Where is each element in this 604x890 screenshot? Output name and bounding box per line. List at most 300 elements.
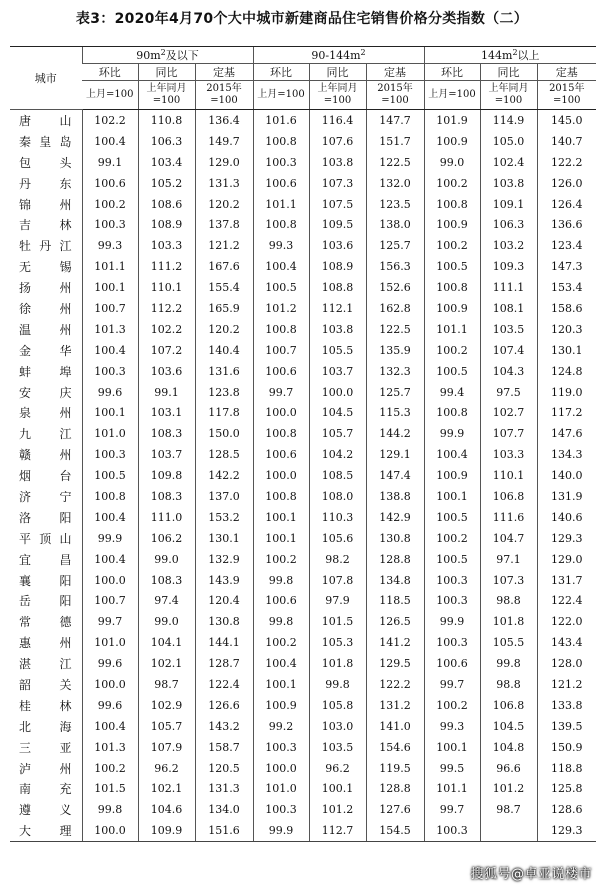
index-cell: 98.8 [480,590,537,611]
index-cell: 99.8 [480,653,537,674]
index-cell: 99.7 [424,674,480,695]
table-row [10,194,596,215]
index-cell: 100.2 [424,173,480,194]
index-cell: 101.2 [480,779,537,800]
index-cell: 100.1 [253,507,309,528]
index-cell: 128.6 [537,799,596,820]
index-cell: 129.0 [537,549,596,570]
index-cell: 99.8 [253,570,309,591]
index-cell: 108.3 [138,423,195,444]
index-cell: 102.7 [480,402,537,423]
index-cell: 98.7 [480,799,537,820]
index-cell: 108.5 [309,465,366,486]
yoy-header: 同比 [138,64,195,81]
table-row [10,110,596,131]
index-cell: 105.7 [138,716,195,737]
index-cell: 107.5 [309,194,366,215]
index-cell: 122.0 [537,611,596,632]
index-cell: 107.3 [480,570,537,591]
table-row [10,382,596,403]
index-cell: 99.6 [82,695,138,716]
table-row [10,214,596,235]
index-cell: 110.1 [138,277,195,298]
index-cell: 101.9 [424,110,480,131]
index-cell: 122.5 [366,152,424,173]
table-row [10,340,596,361]
index-cell: 103.8 [309,152,366,173]
index-cell: 100.4 [253,653,309,674]
index-cell: 151.6 [195,820,253,841]
index-cell: 100.6 [253,173,309,194]
index-cell: 158.6 [537,298,596,319]
index-cell: 99.9 [253,820,309,841]
index-cell: 127.6 [366,799,424,820]
index-cell: 102.1 [138,779,195,800]
index-cell: 145.0 [537,110,596,131]
index-cell: 100.1 [309,779,366,800]
index-cell: 100.1 [253,528,309,549]
index-cell: 100.3 [424,570,480,591]
index-cell: 111.2 [138,256,195,277]
index-cell: 100.3 [253,737,309,758]
index-cell: 100.5 [253,277,309,298]
city-cell: 金华 [19,343,72,358]
index-cell: 103.3 [138,235,195,256]
index-cell: 100.0 [253,402,309,423]
mom-header: 环比 [424,64,480,81]
index-cell: 103.1 [138,402,195,423]
table-row [10,653,596,674]
city-cell: 丹东 [19,176,72,191]
index-cell: 101.6 [253,110,309,131]
table-row [10,486,596,507]
index-cell: 96.2 [138,758,195,779]
table-row [10,256,596,277]
index-cell: 111.6 [480,507,537,528]
index-cell: 125.7 [366,382,424,403]
index-cell: 107.9 [138,737,195,758]
index-cell: 134.8 [366,570,424,591]
index-cell: 99.8 [82,799,138,820]
index-cell: 105.8 [309,695,366,716]
index-cell: 123.8 [195,382,253,403]
index-cell: 100.7 [82,298,138,319]
index-cell: 109.1 [480,194,537,215]
index-cell: 119.0 [537,382,596,403]
table-title: 表3：2020年4月70个大中城市新建商品住宅销售价格分类指数（二） [75,11,529,27]
index-cell: 101.2 [253,298,309,319]
city-cell: 烟台 [19,469,72,484]
index-cell: 101.5 [309,611,366,632]
city-cell: 湛江 [19,657,72,672]
index-cell: 128.5 [195,444,253,465]
index-cell: 103.5 [480,319,537,340]
index-cell: 101.1 [424,319,480,340]
index-cell: 141.2 [366,632,424,653]
index-cell: 100.3 [82,444,138,465]
table-row [10,277,596,298]
index-cell: 126.4 [537,194,596,215]
index-cell: 100.9 [424,465,480,486]
index-cell: 106.3 [480,214,537,235]
index-cell: 100.4 [82,716,138,737]
index-cell: 101.0 [82,423,138,444]
index-cell: 147.4 [366,465,424,486]
index-cell: 101.8 [309,653,366,674]
city-cell: 唐山 [19,113,72,128]
index-cell: 103.8 [309,319,366,340]
index-cell: 100.6 [253,361,309,382]
index-cell: 140.6 [537,507,596,528]
table-row [10,173,596,194]
index-cell: 151.7 [366,131,424,152]
index-cell: 154.6 [366,737,424,758]
city-cell: 平顶山 [19,531,72,546]
yoy-base-label: 上年同月=100 [309,81,366,110]
index-cell: 104.5 [480,716,537,737]
city-cell: 九江 [19,427,72,442]
index-cell: 107.3 [309,173,366,194]
index-cell: 101.1 [82,256,138,277]
index-cell: 100.8 [253,214,309,235]
index-cell: 100.3 [424,820,480,841]
table-row [10,423,596,444]
index-cell: 108.8 [309,277,366,298]
index-cell: 132.3 [366,361,424,382]
index-cell: 137.0 [195,486,253,507]
index-cell: 98.2 [309,549,366,570]
index-cell: 100.4 [82,131,138,152]
index-cell: 99.0 [138,611,195,632]
index-cell: 129.3 [537,528,596,549]
index-cell: 100.8 [253,131,309,152]
table-row [10,632,596,653]
index-cell: 129.1 [366,444,424,465]
index-cell: 101.3 [82,319,138,340]
index-cell: 101.5 [82,779,138,800]
index-cell: 105.7 [309,423,366,444]
city-cell: 牡丹江 [19,239,72,254]
index-cell: 97.9 [309,590,366,611]
index-cell: 114.9 [480,110,537,131]
index-cell: 100.8 [82,486,138,507]
index-cell: 100.0 [253,758,309,779]
fixed-base-header: 定基 [537,64,596,81]
index-cell: 112.2 [138,298,195,319]
index-cell: 103.7 [138,444,195,465]
city-cell: 无锡 [19,260,72,275]
index-cell: 99.3 [82,235,138,256]
index-cell: 129.3 [537,820,596,841]
index-cell: 143.9 [195,570,253,591]
index-cell: 104.2 [309,444,366,465]
table-row [10,402,596,423]
index-cell: 98.8 [480,674,537,695]
index-cell: 140.7 [537,131,596,152]
index-cell: 100.3 [424,632,480,653]
city-cell: 岳阳 [19,594,72,609]
index-cell: 97.5 [480,382,537,403]
index-cell: 108.3 [138,570,195,591]
index-cell: 120.4 [195,590,253,611]
index-cell: 126.6 [195,695,253,716]
index-cell: 107.4 [480,340,537,361]
city-cell: 大理 [10,820,82,841]
index-cell: 156.3 [366,256,424,277]
city-cell: 常德 [19,615,72,630]
index-cell: 131.9 [537,486,596,507]
index-cell: 134.3 [537,444,596,465]
index-cell: 128.7 [195,653,253,674]
index-cell: 125.7 [366,235,424,256]
table-row [10,444,596,465]
city-cell: 韶关 [19,677,72,692]
index-cell: 100.3 [253,799,309,820]
mom-header: 环比 [82,64,138,81]
index-cell: 136.6 [537,214,596,235]
price-index-table [10,46,596,842]
table-row [10,465,596,486]
index-cell: 100.2 [253,549,309,570]
index-cell: 162.8 [366,298,424,319]
yoy-base-label: 上年同月=100 [138,81,195,110]
index-cell: 128.8 [366,549,424,570]
index-cell: 144.2 [366,423,424,444]
index-cell: 99.1 [138,382,195,403]
index-cell: 100.2 [82,758,138,779]
index-cell: 104.5 [309,402,366,423]
index-cell [480,820,537,841]
index-cell: 133.8 [537,695,596,716]
index-cell: 100.6 [82,173,138,194]
index-cell: 110.3 [309,507,366,528]
mom-header: 环比 [253,64,309,81]
index-cell: 99.0 [138,549,195,570]
index-cell: 112.7 [309,820,366,841]
index-cell: 134.0 [195,799,253,820]
index-cell: 117.8 [195,402,253,423]
index-cell: 128.0 [537,653,596,674]
index-cell: 103.0 [309,716,366,737]
table-row [10,611,596,632]
index-cell: 131.6 [195,361,253,382]
index-cell: 100.0 [82,674,138,695]
index-cell: 102.2 [138,319,195,340]
index-cell: 138.8 [366,486,424,507]
index-cell: 104.8 [480,737,537,758]
index-cell: 129.5 [366,653,424,674]
index-cell: 100.3 [82,214,138,235]
index-cell: 109.9 [138,820,195,841]
table-row [10,131,596,152]
index-cell: 147.7 [366,110,424,131]
fixed-base-label: 2015年=100 [366,81,424,110]
index-cell: 100.8 [253,319,309,340]
city-cell: 锦州 [19,197,72,212]
index-cell: 120.3 [537,319,596,340]
index-cell: 149.7 [195,131,253,152]
index-cell: 100.7 [82,590,138,611]
index-cell: 154.5 [366,820,424,841]
index-cell: 100.5 [424,549,480,570]
table-row [10,716,596,737]
index-cell: 101.1 [253,194,309,215]
index-cell: 106.2 [138,528,195,549]
city-cell: 安庆 [19,385,72,400]
index-cell: 103.3 [480,444,537,465]
index-cell: 99.8 [309,674,366,695]
index-cell: 99.4 [424,382,480,403]
index-cell: 122.4 [195,674,253,695]
index-cell: 100.9 [424,214,480,235]
index-cell: 107.6 [309,131,366,152]
index-cell: 107.7 [480,423,537,444]
table-row [10,570,596,591]
index-cell: 100.9 [424,298,480,319]
index-cell: 101.0 [82,632,138,653]
index-cell: 147.6 [537,423,596,444]
index-cell: 99.7 [253,382,309,403]
index-cell: 167.6 [195,256,253,277]
index-cell: 100.5 [424,256,480,277]
index-cell: 99.9 [424,423,480,444]
index-cell: 123.4 [537,235,596,256]
index-cell: 100.4 [253,256,309,277]
index-cell: 123.5 [366,194,424,215]
city-cell: 赣州 [19,448,72,463]
index-cell: 100.2 [253,632,309,653]
table-row [10,507,596,528]
index-cell: 110.1 [480,465,537,486]
index-cell: 107.2 [138,340,195,361]
index-cell: 99.6 [82,653,138,674]
city-cell: 温州 [19,322,72,337]
index-cell: 139.5 [537,716,596,737]
index-cell: 138.0 [366,214,424,235]
index-cell: 144.1 [195,632,253,653]
index-cell: 104.7 [480,528,537,549]
index-cell: 100.3 [82,361,138,382]
table-row [10,758,596,779]
index-cell: 100.1 [82,402,138,423]
index-cell: 106.8 [480,695,537,716]
index-cell: 108.9 [309,256,366,277]
size-group-header: $90m^2$及以下 [82,47,253,64]
index-cell: 102.4 [480,152,537,173]
index-cell: 103.6 [138,361,195,382]
size-group-header: $144m^2$以上 [424,47,596,64]
index-cell: 100.2 [424,235,480,256]
index-cell: 104.1 [138,632,195,653]
index-cell: 108.0 [309,486,366,507]
fixed-base-header: 定基 [366,64,424,81]
index-cell: 150.0 [195,423,253,444]
index-cell: 120.2 [195,194,253,215]
index-cell: 98.7 [138,674,195,695]
index-cell: 101.0 [253,779,309,800]
city-cell: 泉州 [19,406,72,421]
index-cell: 122.4 [537,590,596,611]
city-cell: 吉林 [19,218,72,233]
index-cell: 121.2 [537,674,596,695]
index-cell: 131.2 [366,695,424,716]
index-cell: 99.3 [253,235,309,256]
index-cell: 125.8 [537,779,596,800]
index-cell: 140.0 [537,465,596,486]
index-cell: 100.2 [82,194,138,215]
index-cell: 100.5 [82,465,138,486]
index-cell: 158.7 [195,737,253,758]
index-cell: 126.0 [537,173,596,194]
index-cell: 100.2 [424,340,480,361]
index-cell: 100.6 [424,653,480,674]
index-cell: 100.8 [424,277,480,298]
index-cell: 100.4 [424,444,480,465]
city-cell: 洛阳 [19,510,72,525]
city-cell: 三亚 [19,740,72,755]
city-cell: 宜昌 [19,552,72,567]
index-cell: 122.5 [366,319,424,340]
index-cell: 122.2 [366,674,424,695]
city-cell: 襄阳 [19,573,72,588]
table-row [10,820,596,841]
city-cell: 徐州 [19,301,72,316]
index-cell: 152.6 [366,277,424,298]
index-cell: 130.1 [195,528,253,549]
index-cell: 142.9 [366,507,424,528]
index-cell: 99.1 [82,152,138,173]
index-cell: 100.4 [82,549,138,570]
table-row [10,779,596,800]
table-row [10,737,596,758]
index-cell: 100.8 [424,194,480,215]
index-cell: 105.2 [138,173,195,194]
index-cell: 155.4 [195,277,253,298]
table-row [10,361,596,382]
table-row [10,528,596,549]
index-cell: 120.5 [195,758,253,779]
index-cell: 100.5 [424,361,480,382]
index-cell: 112.1 [309,298,366,319]
index-cell: 130.8 [195,611,253,632]
table-row [10,319,596,340]
index-cell: 117.2 [537,402,596,423]
city-cell: 泸州 [19,761,72,776]
index-cell: 122.2 [537,152,596,173]
index-cell: 100.0 [82,570,138,591]
index-cell: 100.1 [424,737,480,758]
index-cell: 100.3 [253,152,309,173]
index-cell: 116.4 [309,110,366,131]
index-cell: 108.9 [138,214,195,235]
index-cell: 105.0 [480,131,537,152]
index-cell: 100.7 [253,340,309,361]
index-cell: 101.1 [424,779,480,800]
index-cell: 99.6 [82,382,138,403]
fixed-base-label: 2015年=100 [195,81,253,110]
fixed-base-label: 2015年=100 [537,81,596,110]
index-cell: 118.5 [366,590,424,611]
index-cell: 100.3 [424,590,480,611]
index-cell: 100.2 [424,695,480,716]
index-cell: 131.3 [195,173,253,194]
city-column-header: 城市 [10,47,82,110]
index-cell: 119.5 [366,758,424,779]
index-cell: 108.3 [138,486,195,507]
table-row [10,152,596,173]
index-cell: 132.9 [195,549,253,570]
index-cell: 96.6 [480,758,537,779]
